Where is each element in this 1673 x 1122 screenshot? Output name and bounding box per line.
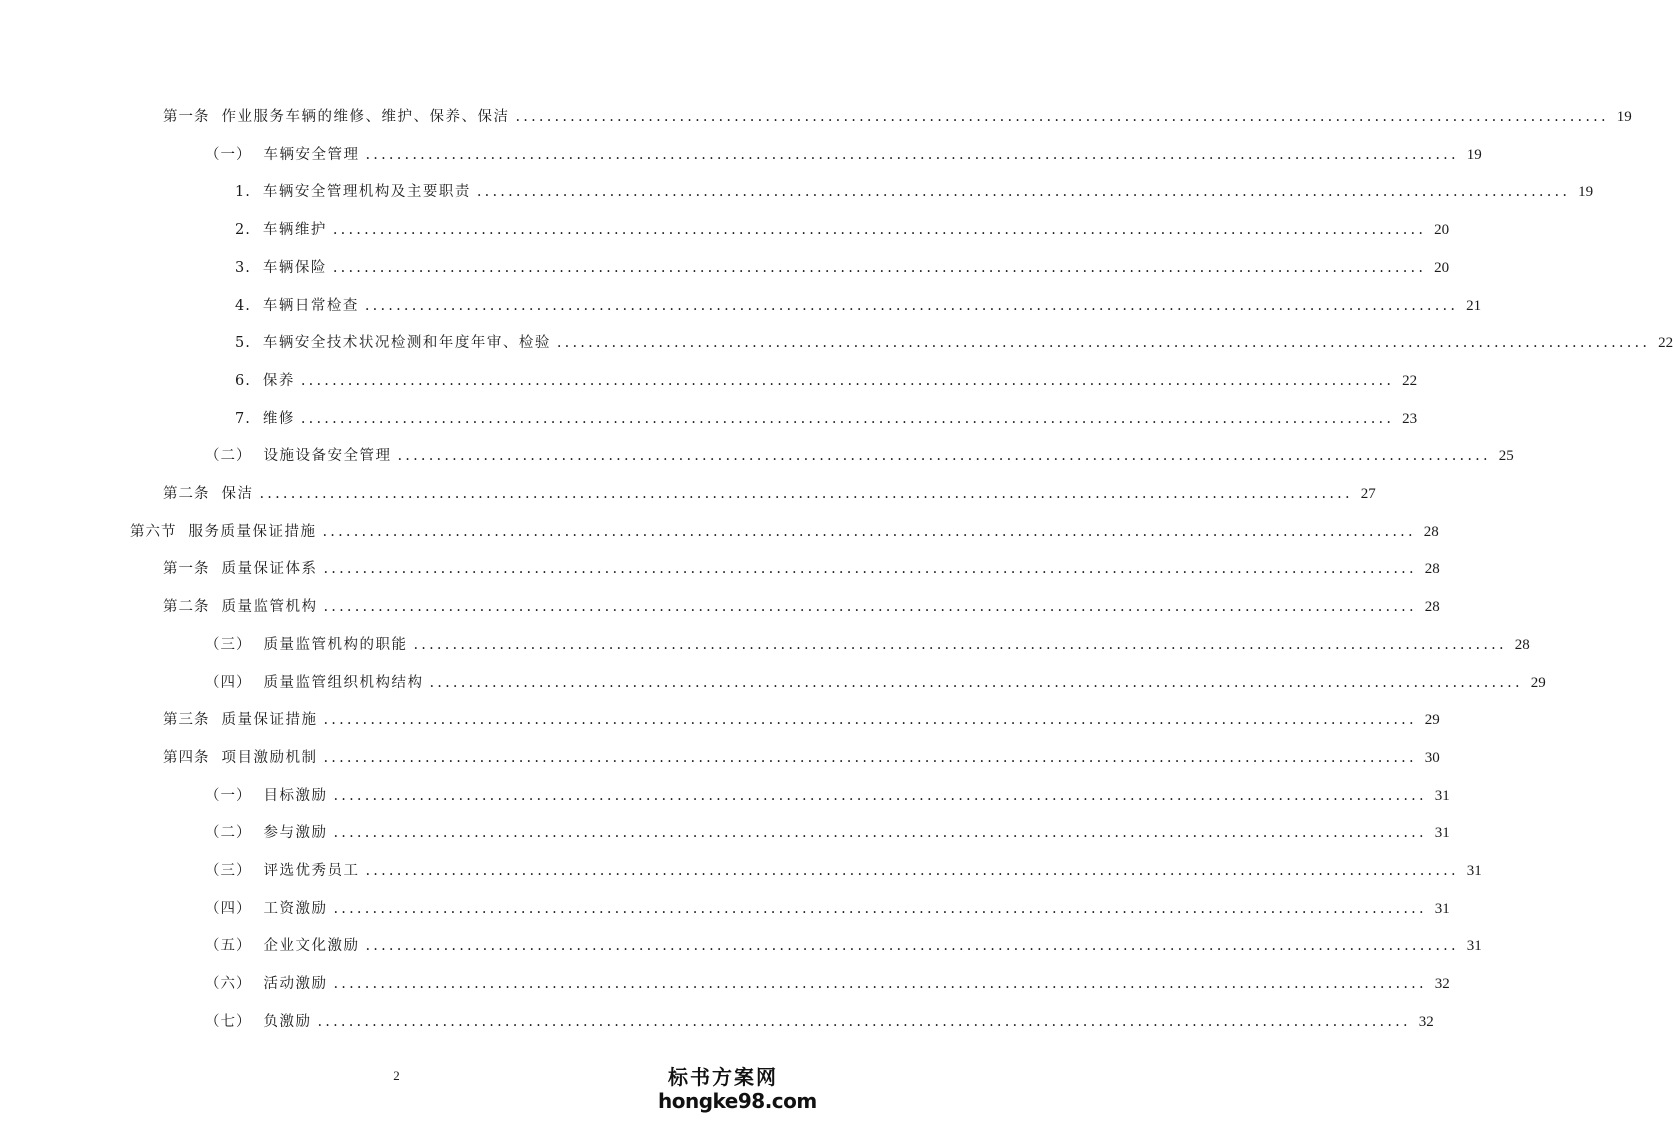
toc-entry-number: （一） [205, 787, 252, 804]
toc-entry [0, 781, 1450, 805]
toc-entry-page: 19 [1466, 146, 1482, 163]
toc-dot-leader: ............................................................................................................................................ [332, 222, 1427, 239]
toc-entry-number: 6. [235, 372, 251, 389]
toc-dot-leader: ............................................................................................................................................ [397, 448, 1491, 465]
toc-entry-page: 31 [1434, 900, 1450, 917]
toc-entry [0, 705, 1440, 729]
toc-entry [0, 894, 1450, 918]
toc-entry-number: 2. [235, 222, 251, 239]
toc-entry-title: 保洁 [221, 486, 254, 502]
toc-entry-number: 第四条 [163, 749, 210, 766]
toc-dot-leader: ............................................................................................................................................ [429, 674, 1523, 691]
toc-entry-page: 30 [1424, 749, 1440, 766]
toc-entry [0, 253, 1450, 277]
toc-entry-number: 第二条 [163, 486, 210, 502]
toc-entry-number: （三） [205, 863, 252, 879]
toc-entry [0, 291, 1482, 315]
toc-entry-page: 32 [1418, 1013, 1434, 1030]
toc-entry-page: 29 [1424, 712, 1440, 729]
toc-entry [0, 743, 1440, 767]
toc-dot-leader: ............................................................................................................................................ [556, 335, 1651, 352]
toc-entry [0, 969, 1450, 993]
toc-entry-page: 22 [1402, 372, 1418, 389]
toc-entry-number: （四） [205, 900, 252, 917]
toc-entry-page: 23 [1402, 410, 1418, 427]
toc-dot-leader: ............................................................................................................................................ [333, 976, 1427, 993]
toc-entry-page: 28 [1423, 523, 1439, 540]
toc-entry-title: 车辆保险 [262, 259, 327, 276]
toc-entry-page: 27 [1360, 486, 1376, 502]
toc-dot-leader: ............................................................................................................................................ [413, 636, 1507, 653]
toc-entry-page: 19 [1578, 184, 1594, 201]
toc-entry-page: 31 [1434, 787, 1450, 804]
toc-entry-title: 设施设备安全管理 [263, 448, 392, 465]
toc-entry-title: 项目激励机制 [221, 749, 318, 766]
toc-dot-leader: ............................................................................................................................................ [333, 825, 1427, 842]
toc-entry-title: 目标激励 [263, 787, 328, 804]
toc-entry-title: 车辆安全管理 [263, 146, 360, 163]
toc-entry-title: 质量监管组织机构结构 [263, 674, 424, 691]
toc-entry-page: 20 [1434, 222, 1450, 239]
toc-entry-number: 第一条 [163, 561, 210, 578]
toc-entry [0, 102, 1632, 126]
toc-entry [0, 931, 1482, 955]
toc-entry-page: 28 [1514, 636, 1530, 653]
toc-dot-leader: ............................................................................................................................................ [364, 297, 1459, 314]
toc-entry-title: 企业文化激励 [263, 938, 360, 955]
toc-entry-number: （三） [205, 636, 252, 653]
toc-entry-number: 7. [235, 410, 251, 427]
toc-entry [0, 818, 1450, 842]
toc-entry-number: 第三条 [163, 712, 210, 729]
toc-entry-page: 28 [1424, 561, 1440, 578]
toc-dot-leader: ............................................................................................................................................ [332, 259, 1427, 276]
toc-entry-number: （二） [205, 448, 252, 465]
toc-entry-number: 1. [235, 184, 251, 201]
toc-dot-leader: ............................................................................................................................................ [300, 372, 1395, 389]
toc-entry [0, 592, 1440, 616]
toc-entry-title: 评选优秀员工 [263, 863, 360, 879]
toc-dot-leader: ............................................................................................................................................ [323, 599, 1417, 616]
toc-dot-leader: ............................................................................................................................................ [323, 712, 1417, 729]
toc-dot-leader: ............................................................................................................................................ [333, 787, 1427, 804]
toc-entry-title: 质量监管机构 [221, 599, 318, 616]
toc-entry [0, 517, 1439, 541]
toc-entry-number: （四） [205, 674, 252, 691]
toc-entry-number: （七） [205, 1013, 252, 1030]
toc-entry [0, 856, 1482, 880]
toc-dot-leader: ............................................................................................................................................ [476, 184, 1571, 201]
toc-entry-title: 质量保证体系 [221, 561, 318, 578]
toc-entry-title: 服务质量保证措施 [188, 523, 317, 540]
toc-dot-leader: ............................................................................................................................................ [300, 410, 1395, 427]
watermark-site-name: 标书方案网 [668, 1065, 778, 1089]
toc-entry-number: 3. [235, 259, 251, 276]
toc-entry-number: 5. [235, 335, 251, 352]
toc-entry-number: 第二条 [163, 599, 210, 616]
toc-entry [0, 366, 1418, 390]
toc-entry-page: 31 [1466, 938, 1482, 955]
toc-entry-title: 质量保证措施 [221, 712, 318, 729]
toc-entry-number: （一） [205, 146, 252, 163]
toc-dot-leader: ............................................................................................................................................ [317, 1013, 1411, 1030]
toc-dot-leader: ............................................................................................................................................ [259, 486, 1353, 502]
toc-entry-page: 29 [1530, 674, 1546, 691]
toc-entry-title: 参与激励 [263, 825, 328, 842]
toc-entry [0, 1007, 1434, 1031]
toc-entry-page: 22 [1658, 335, 1673, 352]
toc-entry-number: 第六节 [130, 523, 177, 540]
toc-entry [0, 404, 1418, 428]
toc-entry-page: 20 [1434, 259, 1450, 276]
toc-entry-page: 31 [1434, 825, 1450, 842]
toc-entry-title: 保养 [262, 372, 295, 389]
toc-dot-leader: ............................................................................................................................................ [515, 109, 1609, 125]
toc-entry-title: 车辆维护 [262, 222, 327, 239]
toc-entry [0, 630, 1530, 654]
toc-entry-number: （五） [205, 938, 252, 955]
toc-dot-leader: ............................................................................................................................................ [323, 561, 1417, 578]
toc-entry-page: 32 [1434, 976, 1450, 993]
toc-entry-title: 车辆安全技术状况检测和年度年审、检验 [262, 335, 551, 352]
toc-entry [0, 328, 1673, 352]
toc-entry [0, 215, 1450, 239]
toc-dot-leader: ............................................................................................................................................ [365, 938, 1459, 955]
toc-dot-leader: ............................................................................................................................................ [365, 146, 1459, 163]
toc-entry-page: 19 [1616, 109, 1632, 125]
toc-dot-leader: ............................................................................................................................................ [322, 523, 1416, 540]
toc-entry-page: 21 [1466, 297, 1482, 314]
toc-entry-page: 28 [1424, 599, 1440, 616]
toc-entry-page: 31 [1466, 863, 1482, 879]
page-number: 2 [393, 1068, 400, 1083]
toc-entry [0, 441, 1514, 465]
toc-entry-title: 维修 [262, 410, 295, 427]
toc-entry [0, 140, 1482, 164]
toc-dot-leader: ............................................................................................................................................ [323, 749, 1417, 766]
toc-entry-title: 车辆日常检查 [262, 297, 359, 314]
watermark-logo [658, 1065, 817, 1113]
toc-dot-leader: ............................................................................................................................................ [365, 863, 1459, 879]
toc-entry-title: 车辆安全管理机构及主要职责 [262, 184, 471, 201]
toc-entry [0, 668, 1546, 692]
toc-dot-leader: ............................................................................................................................................ [333, 900, 1427, 917]
toc-entry [0, 479, 1376, 503]
toc-entry-number: 4. [235, 297, 251, 314]
toc-entry-title: 活动激励 [263, 976, 328, 993]
toc-entry-title: 质量监管机构的职能 [263, 636, 408, 653]
toc-entry-number: 第一条 [163, 109, 210, 125]
toc-entry [0, 177, 1594, 201]
watermark-url: hongke98.com [658, 1089, 817, 1113]
toc-entry-title: 作业服务车辆的维修、维护、保养、保洁 [221, 109, 510, 125]
toc-entry-number: （六） [205, 976, 252, 993]
toc-entry-title: 负激励 [263, 1013, 312, 1030]
toc-entry-title: 工资激励 [263, 900, 328, 917]
toc-entry [0, 554, 1440, 578]
toc-entry-number: （二） [205, 825, 252, 842]
toc-entry-page: 25 [1498, 448, 1514, 465]
